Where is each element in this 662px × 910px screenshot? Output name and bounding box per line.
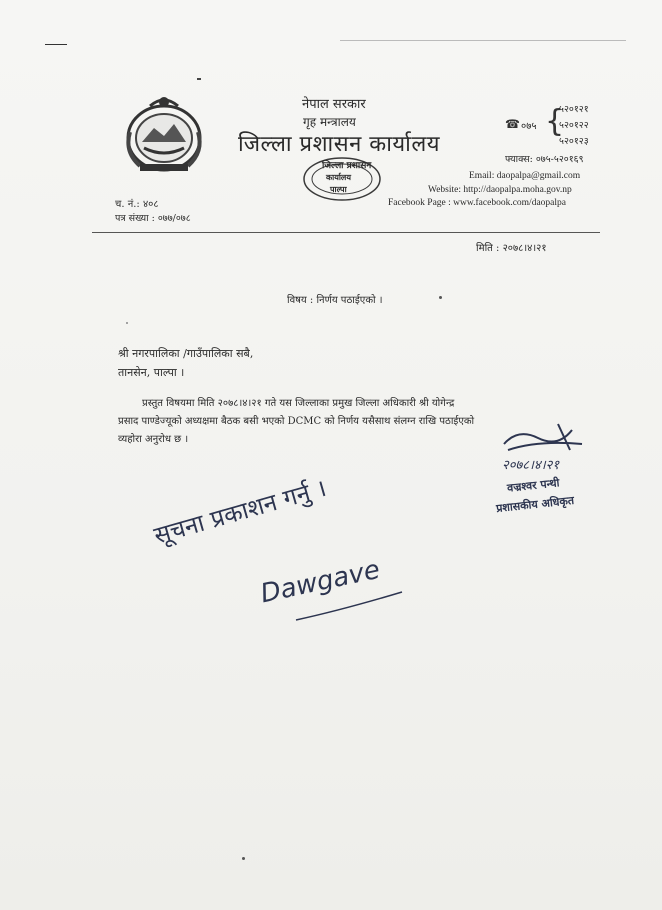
body-line-3: व्यहोरा अनुरोध छ । bbox=[118, 434, 189, 445]
nepal-emblem-icon bbox=[120, 92, 208, 174]
fax-number: फ्याक्स: ०७५-५२०१६९ bbox=[505, 154, 584, 165]
stamp-line-3: पाल्पा bbox=[330, 184, 347, 194]
dispatch-number: च. नं.: ४०८ bbox=[115, 199, 159, 210]
email: Email: daopalpa@gmail.com bbox=[469, 171, 581, 181]
phone-1: ५२०१२१ bbox=[559, 104, 589, 115]
phone-2: ५२०१२२ bbox=[559, 120, 589, 131]
signatory-name: वज्रश्वर पन्थी bbox=[506, 476, 561, 495]
phone-brace: { bbox=[545, 104, 565, 139]
signatory-title: प्रशासकीय अधिकृत bbox=[495, 493, 575, 516]
signature-date: २०७८।४।२१ bbox=[502, 458, 560, 473]
handwritten-note: सूचना प्रकाशन गर्नु । bbox=[150, 473, 330, 550]
body-line-1: प्रस्तुत विषयमा मिति २०७८।४।२१ गते यस जिल्लाका प्रमुख जिल्ला अधिकारी श्री योगेन्द्र bbox=[142, 398, 455, 409]
office-stamp bbox=[302, 156, 382, 202]
body-line-2: प्रसाद पाण्डेज्यूको अध्यक्षमा बैठक बसी भएको DCMC को निर्णय यसैसाथ संलग्न राखि पठाईएको bbox=[118, 416, 475, 427]
dot-mark bbox=[197, 78, 201, 80]
facebook-page: Facebook Page : www.facebook.com/daopalpa bbox=[388, 198, 566, 208]
subject-line: विषय : निर्णय पठाईएको । bbox=[287, 295, 383, 306]
top-edge-line bbox=[340, 40, 626, 41]
recipient-line-1: श्री नगरपालिका /गाउँपालिका सबै, bbox=[118, 347, 254, 360]
recipient-line-2: तानसेन, पाल्पा । bbox=[118, 366, 185, 379]
phone-prefix: ०७५ bbox=[521, 121, 537, 132]
underline-stroke-icon bbox=[292, 586, 407, 626]
speck bbox=[439, 296, 442, 299]
header-divider bbox=[92, 232, 600, 233]
gov-name: नेपाल सरकार bbox=[302, 97, 366, 112]
speck bbox=[242, 857, 245, 860]
ministry-name: गृह मन्त्रालय bbox=[303, 115, 356, 129]
letter-number: पत्र संख्या : ०७७/०७८ bbox=[115, 213, 191, 224]
letter-date: मिति : २०७८।४।२१ bbox=[476, 243, 547, 254]
corner-mark bbox=[45, 44, 67, 45]
office-title: जिल्ला प्रशासन कार्यालय bbox=[238, 132, 441, 157]
signature-scribble-icon bbox=[498, 420, 588, 456]
phone-3: ५२०१२३ bbox=[559, 136, 589, 147]
speck bbox=[126, 322, 128, 324]
phone-icon: ☎ bbox=[505, 117, 520, 131]
website: Website: http://daopalpa.moha.gov.np bbox=[428, 185, 572, 195]
stamp-line-1: जिल्ला प्रशासन bbox=[322, 161, 372, 171]
handwritten-signature: Dawgave bbox=[258, 554, 383, 610]
stamp-line-2: कार्यालय bbox=[326, 172, 351, 182]
